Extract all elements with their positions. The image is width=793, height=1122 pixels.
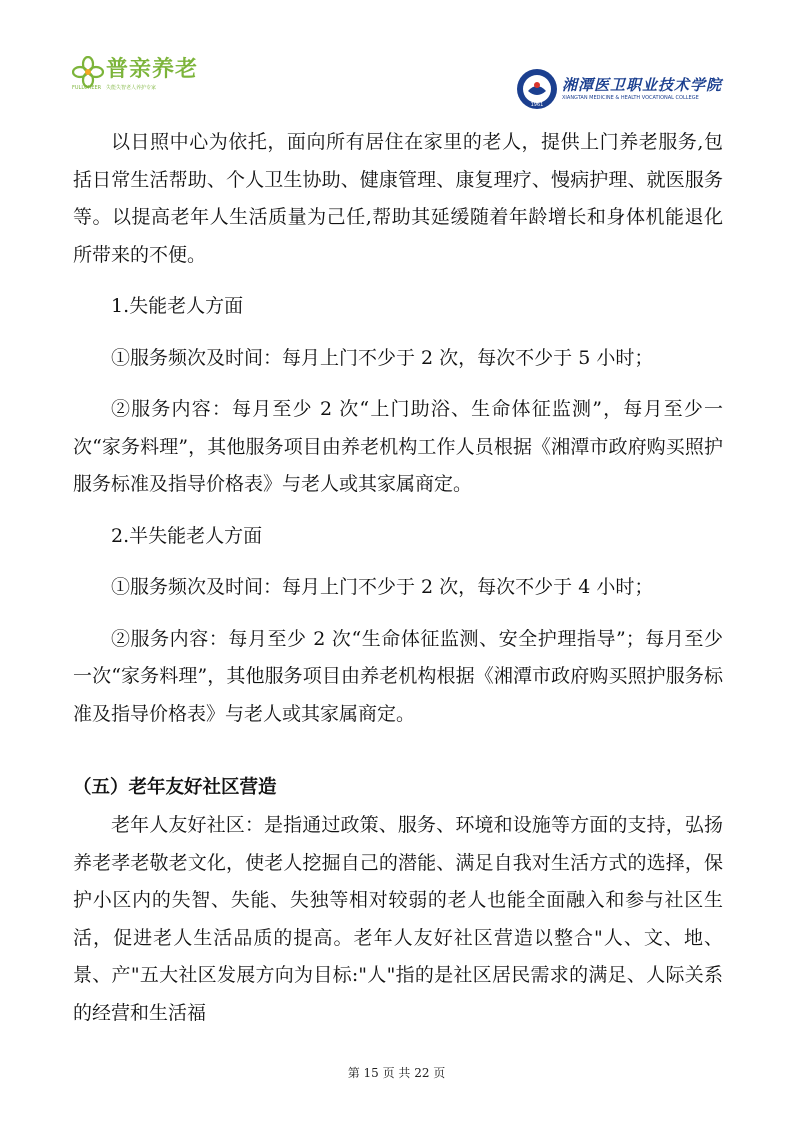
page-body xyxy=(73,124,723,1032)
section1-item2: ②服务内容：每月至少 2 次“上门助浴、生命体征监测”，每月至少一次“家务料理”，其他服务项目由养老机构工作人员根据《湘潭市政府购买照护服务标准及指导价格表》与老人或其家属商定。 xyxy=(73,398,723,495)
brand-english: FULLCHEER xyxy=(72,85,102,91)
page-header xyxy=(0,0,793,125)
page-number: 第 15 页 共 22 页 xyxy=(347,1066,446,1080)
section1-item1: ①服务频次及时间：每月上门不少于 2 次，每次不少于 5 小时； xyxy=(111,346,654,369)
college-emblem-icon xyxy=(516,68,558,110)
fullcheer-logo xyxy=(72,56,222,98)
section-heading: （五）老年友好社区营造 xyxy=(73,777,277,798)
section1-title: 1.失能老人方面 xyxy=(111,295,244,317)
flower-icon xyxy=(72,56,104,88)
community-paragraph: 老年人友好社区：是指通过政策、服务、环境和设施等方面的支持，弘扬养老孝老敬老文化，使老人挖掘自己的潜能、满足自我对生活方式的选择，保护小区内的失智、失能、失独等相对较弱的老人也能全面融入和参与社区生活，促进老人生活品质的提高。老年人友好社区营造以整合"人、文、地、景、产"五大社区发展方向为目标:"人"指的是社区居民需求的满足、人际关系的经营和生活福 xyxy=(73,814,723,1024)
college-english: XIANGTAN MEDICINE & HEALTH VOCATIONAL COLLEGE xyxy=(562,95,699,101)
section2-item1: ①服务频次及时间：每月上门不少于 2 次，每次不少于 4 小时； xyxy=(111,576,654,598)
emblem-year: 1961 xyxy=(530,102,544,108)
section2-title: 2.半失能老人方面 xyxy=(111,524,263,547)
section2-item2: ②服务内容：每月至少 2 次“生命体征监测、安全护理指导”；每月至少一次“家务料理”，其他服务项目由养老机构根据《湘潭市政府购买照护服务标准及指导价格表》与老人或其家属商定。 xyxy=(73,627,723,725)
college-name: 湘潭医卫职业技术学院 xyxy=(562,76,723,94)
college-logo xyxy=(516,68,726,112)
intro-paragraph: 以日照中心为依托，面向所有居住在家里的老人，提供上门养老服务,包括日常生活帮助、个人卫生协助、健康管理、康复理疗、慢病护理、就医服务等。以提高老年人生活质量为己任,帮助其延缓随着年龄增长和身体机能退化所带来的不便。 xyxy=(73,131,723,266)
brand-name: 普亲养老 xyxy=(106,57,199,82)
brand-slogan: 失能失智老人养护专家 xyxy=(106,85,157,91)
